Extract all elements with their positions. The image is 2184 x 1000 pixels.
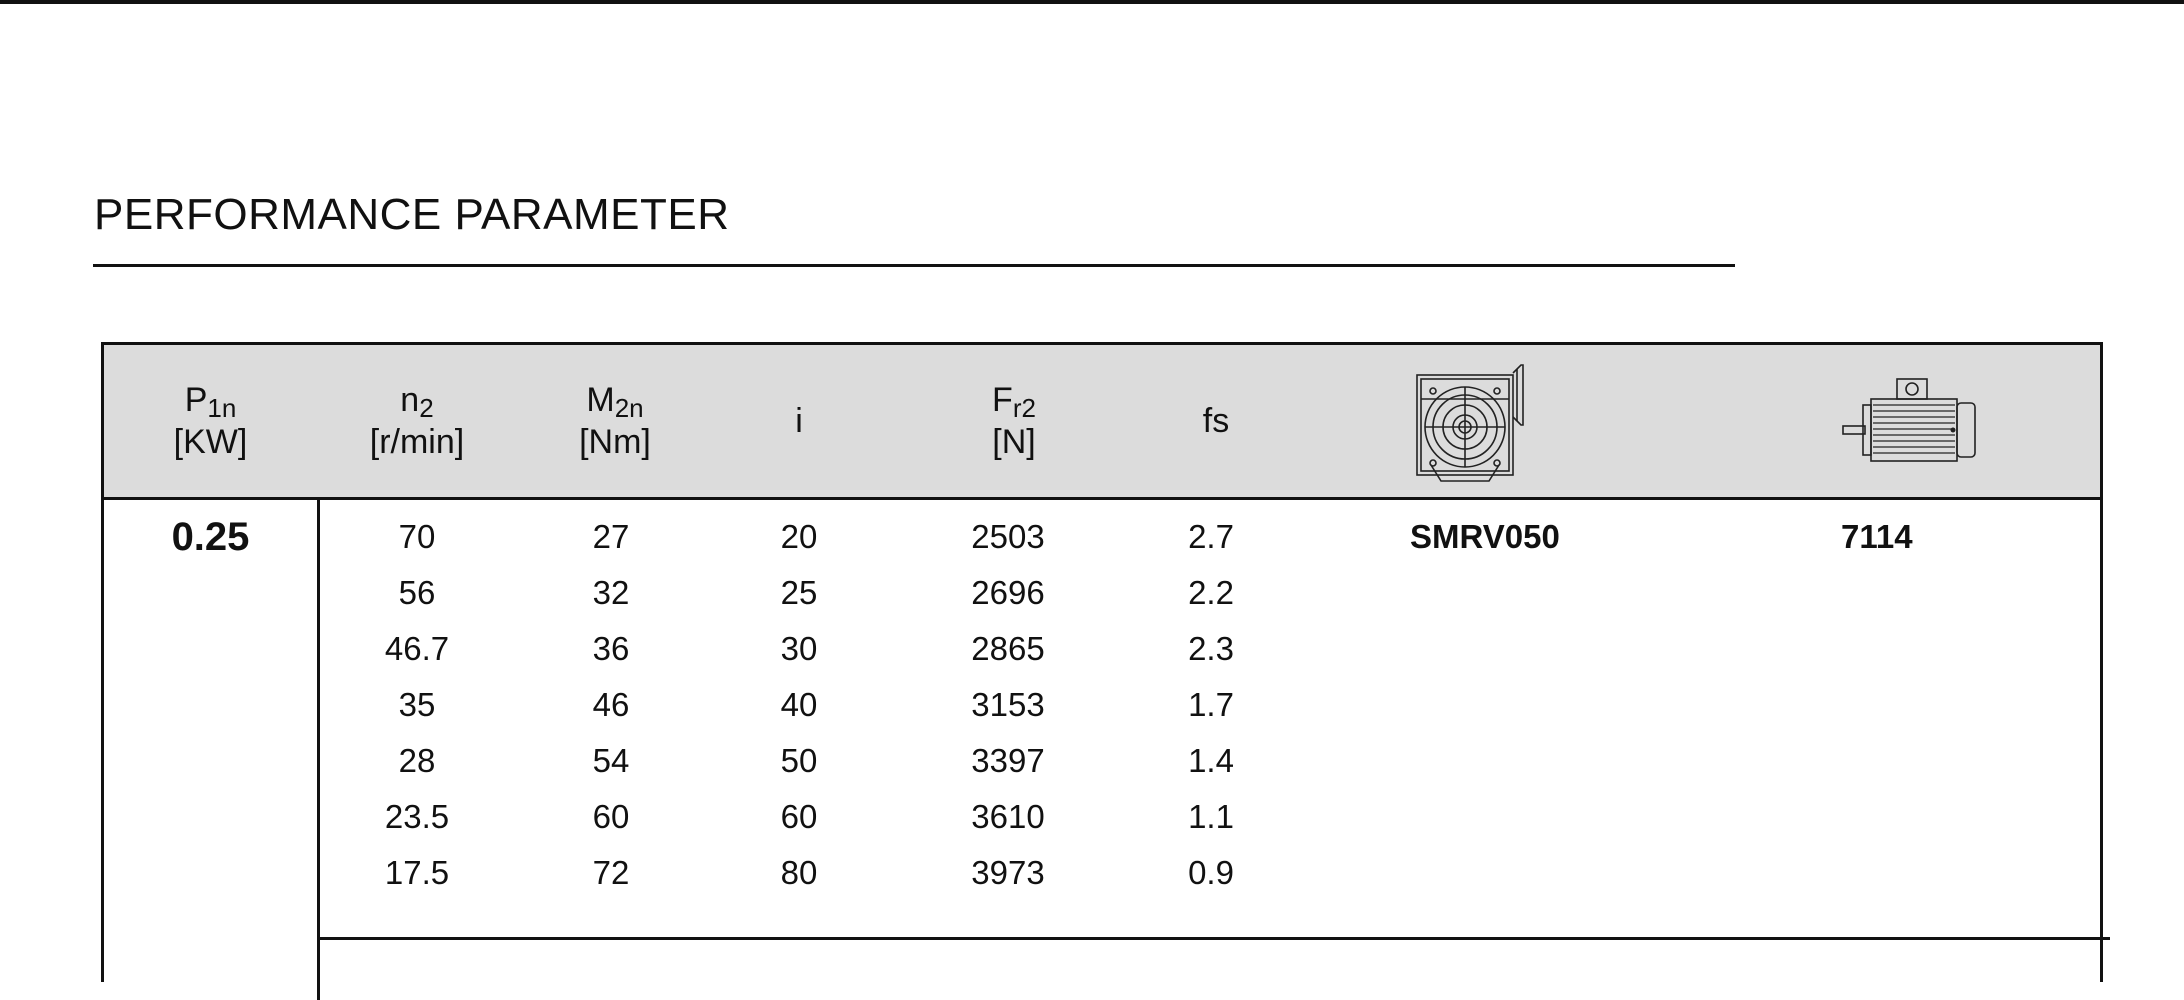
section-divider	[320, 937, 2110, 940]
cell-i: 40	[780, 686, 818, 723]
header-n2: $n_2$ [r/min]	[369, 381, 465, 461]
cell-i: 80	[780, 854, 818, 891]
cell-fs: 2.2	[1188, 574, 1234, 611]
cell-fr2: 2696	[971, 574, 1045, 611]
table-row	[104, 677, 2100, 733]
title-underline	[93, 264, 1735, 267]
cell-i: 30	[780, 630, 818, 667]
cell-i: 20	[780, 518, 818, 555]
motor-model: 7114	[1841, 518, 1913, 555]
cell-fr2: 2865	[971, 630, 1045, 667]
cell-n2: 23.5	[384, 798, 450, 835]
header-fs: fs	[1202, 402, 1230, 440]
table-row	[104, 565, 2100, 621]
cell-n2: 35	[398, 686, 436, 723]
cell-fs: 1.7	[1188, 686, 1234, 723]
cell-fs: 1.4	[1188, 742, 1234, 779]
cell-fr2: 3153	[971, 686, 1045, 723]
cell-fr2: 3610	[971, 798, 1045, 835]
cell-n2: 28	[398, 742, 436, 779]
cell-m2n: 46	[592, 686, 630, 723]
cell-i: 60	[780, 798, 818, 835]
header-p1n: $P_{1n}$ [KW]	[173, 381, 248, 461]
cell-fs: 0.9	[1188, 854, 1234, 891]
cell-n2: 70	[398, 518, 436, 555]
cell-fr2: 3973	[971, 854, 1045, 891]
table-row	[104, 509, 2100, 565]
power-value: 0.25	[171, 515, 250, 559]
cell-fs: 2.3	[1188, 630, 1234, 667]
header-i: i	[795, 402, 803, 440]
top-border	[0, 0, 2184, 4]
performance-table	[101, 342, 2103, 982]
table-header	[104, 345, 2100, 500]
cell-n2: 56	[398, 574, 436, 611]
page-title: PERFORMANCE PARAMETER	[94, 190, 730, 239]
cell-fs: 2.7	[1188, 518, 1234, 555]
electric-motor-icon	[1841, 369, 1981, 479]
cell-m2n: 72	[592, 854, 630, 891]
cell-m2n: 36	[592, 630, 630, 667]
cell-i: 25	[780, 574, 818, 611]
cell-i: 50	[780, 742, 818, 779]
table-row	[104, 789, 2100, 845]
table-row	[104, 733, 2100, 789]
cell-m2n: 32	[592, 574, 630, 611]
table-row	[104, 845, 2100, 901]
cell-m2n: 60	[592, 798, 630, 835]
cell-m2n: 54	[592, 742, 630, 779]
table-row	[104, 621, 2100, 677]
cell-fr2: 2503	[971, 518, 1045, 555]
cell-n2: 46.7	[384, 630, 450, 667]
gearbox-model: SMRV050	[1410, 518, 1560, 555]
cell-n2: 17.5	[384, 854, 450, 891]
cell-fs: 1.1	[1188, 798, 1234, 835]
cell-m2n: 27	[592, 518, 630, 555]
cell-fr2: 3397	[971, 742, 1045, 779]
worm-gearbox-icon	[1411, 355, 1531, 485]
header-fr2: $F_{r2}$ [N]	[992, 381, 1036, 461]
header-m2n: $M_{2n}$ [Nm]	[579, 381, 651, 461]
